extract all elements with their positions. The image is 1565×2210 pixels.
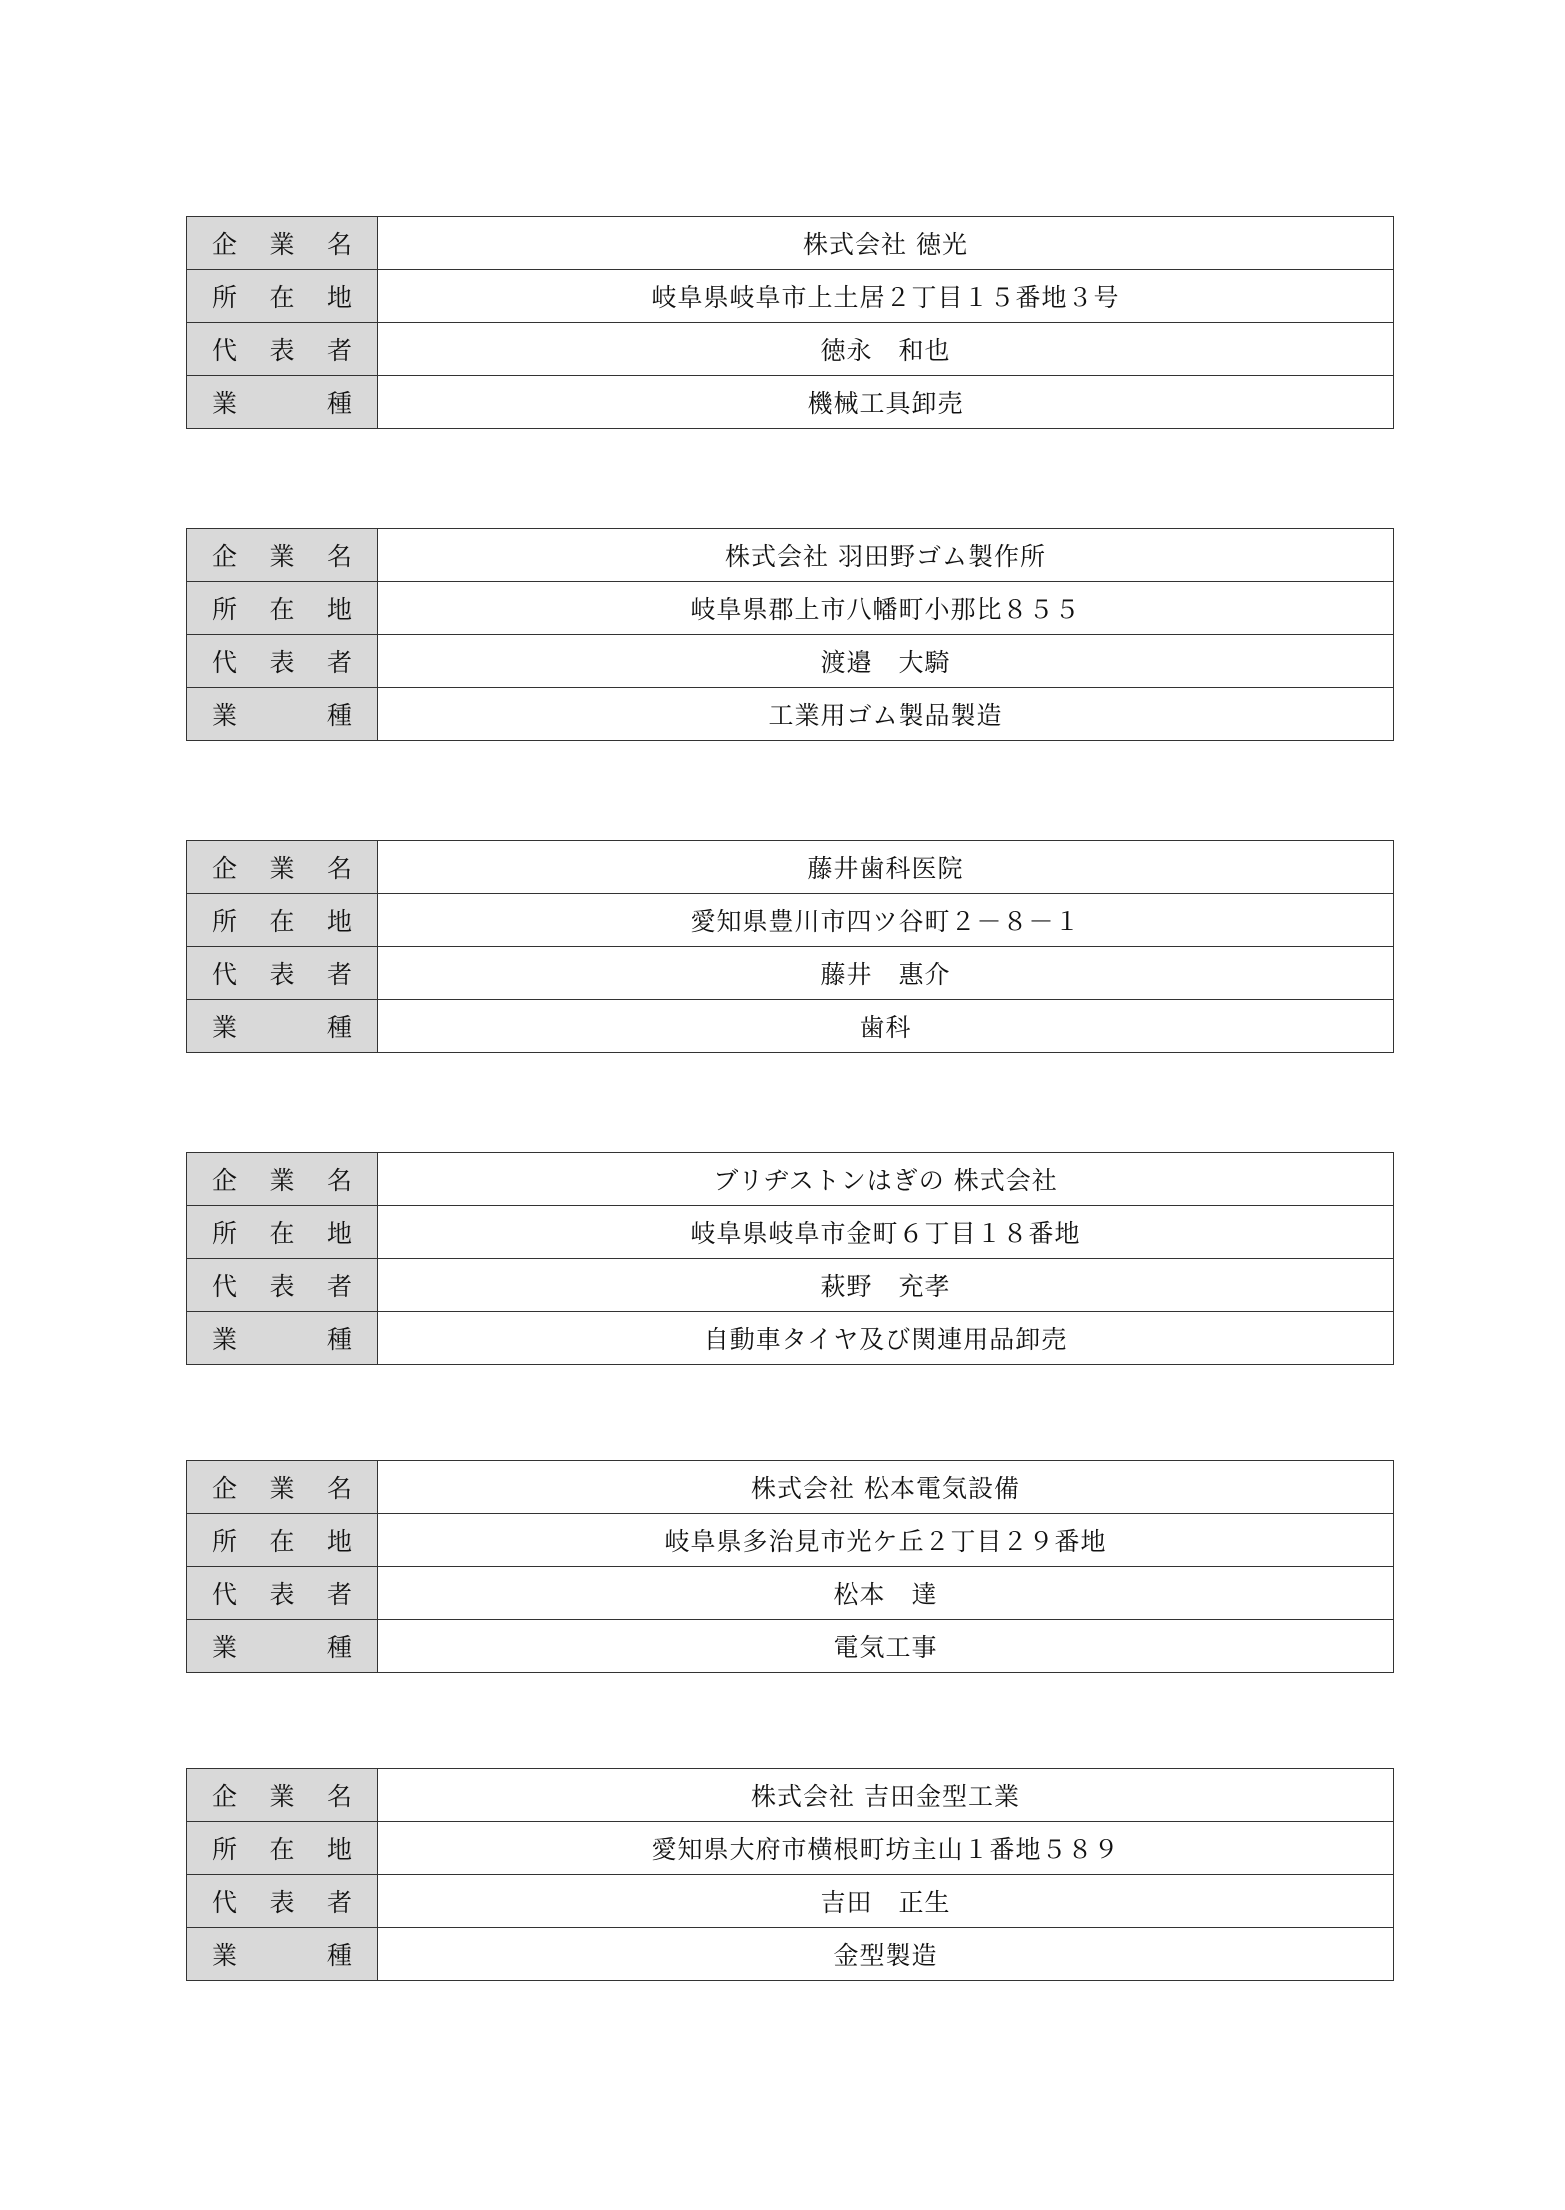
industry-label: 業 種	[187, 1620, 378, 1673]
company-table	[186, 528, 1394, 741]
location-row	[187, 1514, 1394, 1567]
representative-value: 徳永 和也	[378, 323, 1394, 376]
industry-label: 業 種	[187, 688, 378, 741]
representative-label: 代 表 者	[187, 947, 378, 1000]
location-value: 岐阜県岐阜市金町６丁目１８番地	[378, 1206, 1394, 1259]
location-value: 岐阜県岐阜市上土居２丁目１５番地３号	[378, 270, 1394, 323]
representative-value: 吉田 正生	[378, 1875, 1394, 1928]
industry-row	[187, 1620, 1394, 1673]
industry-label: 業 種	[187, 376, 378, 429]
industry-value: 電気工事	[378, 1620, 1394, 1673]
industry-value: 工業用ゴム製品製造	[378, 688, 1394, 741]
company-table	[186, 216, 1394, 429]
company-name-value: ブリヂストンはぎの 株式会社	[378, 1153, 1394, 1206]
industry-row	[187, 1312, 1394, 1365]
location-label: 所 在 地	[187, 1206, 378, 1259]
location-label: 所 在 地	[187, 1822, 378, 1875]
representative-row	[187, 323, 1394, 376]
company-name-label: 企 業 名	[187, 529, 378, 582]
company-name-row	[187, 529, 1394, 582]
representative-value: 松本 達	[378, 1567, 1394, 1620]
company-name-value: 株式会社 松本電気設備	[378, 1461, 1394, 1514]
representative-label: 代 表 者	[187, 1567, 378, 1620]
location-label: 所 在 地	[187, 582, 378, 635]
company-name-label: 企 業 名	[187, 217, 378, 270]
company-name-label: 企 業 名	[187, 1153, 378, 1206]
representative-value: 渡邉 大騎	[378, 635, 1394, 688]
company-table	[186, 1460, 1394, 1673]
industry-row	[187, 1000, 1394, 1053]
industry-row	[187, 688, 1394, 741]
location-row	[187, 1822, 1394, 1875]
location-value: 愛知県豊川市四ツ谷町２－８－１	[378, 894, 1394, 947]
representative-label: 代 表 者	[187, 1875, 378, 1928]
location-row	[187, 894, 1394, 947]
representative-label: 代 表 者	[187, 1259, 378, 1312]
representative-row	[187, 635, 1394, 688]
location-row	[187, 1206, 1394, 1259]
industry-value: 歯科	[378, 1000, 1394, 1053]
industry-value: 金型製造	[378, 1928, 1394, 1981]
company-name-value: 株式会社 羽田野ゴム製作所	[378, 529, 1394, 582]
location-row	[187, 270, 1394, 323]
industry-row	[187, 1928, 1394, 1981]
company-name-row	[187, 1153, 1394, 1206]
representative-row	[187, 947, 1394, 1000]
company-name-row	[187, 217, 1394, 270]
company-name-row	[187, 1769, 1394, 1822]
company-name-label: 企 業 名	[187, 841, 378, 894]
location-row	[187, 582, 1394, 635]
industry-label: 業 種	[187, 1000, 378, 1053]
representative-label: 代 表 者	[187, 635, 378, 688]
location-value: 愛知県大府市横根町坊主山１番地５８９	[378, 1822, 1394, 1875]
location-value: 岐阜県多治見市光ケ丘２丁目２９番地	[378, 1514, 1394, 1567]
location-value: 岐阜県郡上市八幡町小那比８５５	[378, 582, 1394, 635]
industry-label: 業 種	[187, 1928, 378, 1981]
representative-value: 萩野 充孝	[378, 1259, 1394, 1312]
industry-label: 業 種	[187, 1312, 378, 1365]
industry-value: 機械工具卸売	[378, 376, 1394, 429]
representative-value: 藤井 惠介	[378, 947, 1394, 1000]
company-table	[186, 1768, 1394, 1981]
location-label: 所 在 地	[187, 1514, 378, 1567]
representative-row	[187, 1875, 1394, 1928]
location-label: 所 在 地	[187, 894, 378, 947]
company-name-label: 企 業 名	[187, 1461, 378, 1514]
company-name-row	[187, 841, 1394, 894]
company-name-value: 株式会社 徳光	[378, 217, 1394, 270]
representative-label: 代 表 者	[187, 323, 378, 376]
company-table	[186, 1152, 1394, 1365]
company-name-label: 企 業 名	[187, 1769, 378, 1822]
location-label: 所 在 地	[187, 270, 378, 323]
company-name-value: 株式会社 吉田金型工業	[378, 1769, 1394, 1822]
company-table	[186, 840, 1394, 1053]
company-name-value: 藤井歯科医院	[378, 841, 1394, 894]
industry-value: 自動車タイヤ及び関連用品卸売	[378, 1312, 1394, 1365]
representative-row	[187, 1259, 1394, 1312]
company-name-row	[187, 1461, 1394, 1514]
industry-row	[187, 376, 1394, 429]
representative-row	[187, 1567, 1394, 1620]
